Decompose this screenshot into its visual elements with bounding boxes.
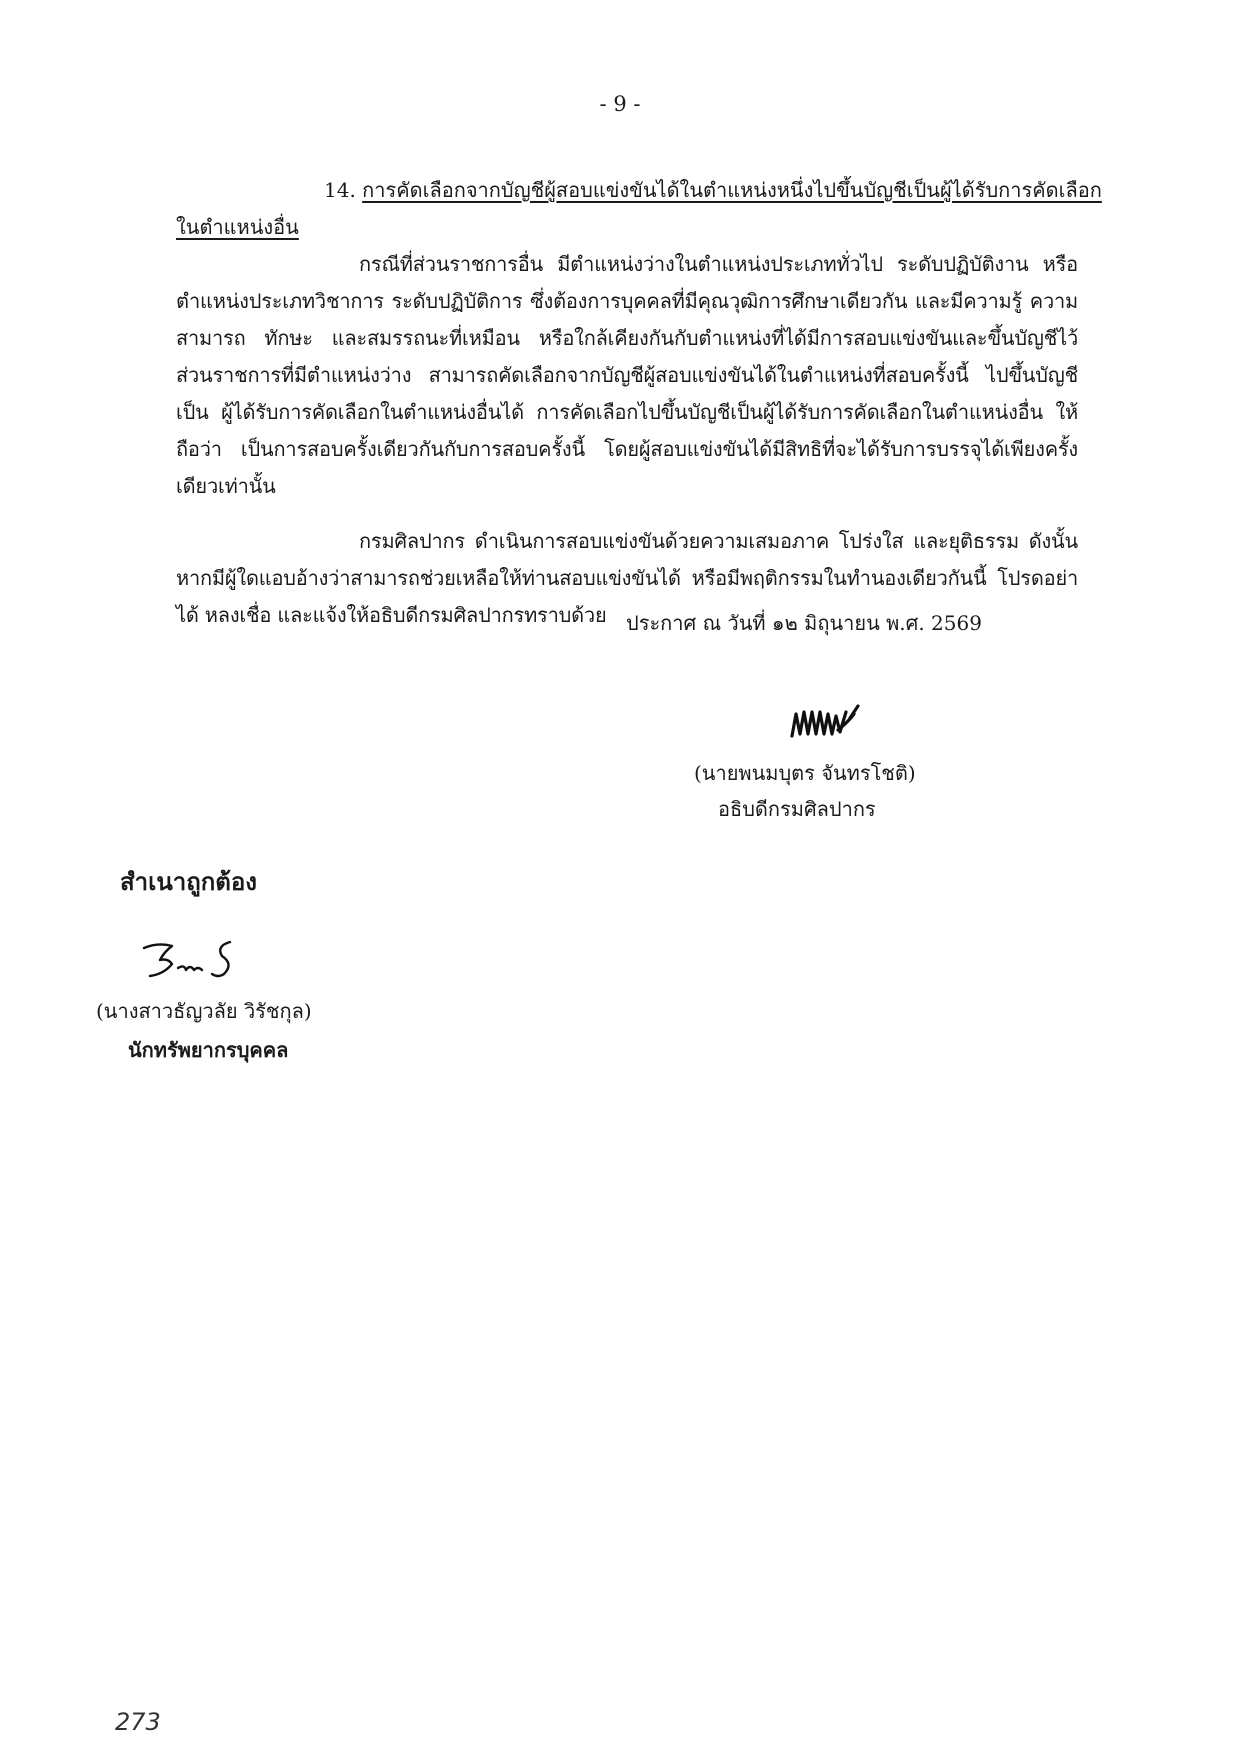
section-heading-continuation: ในตำแหน่งอื่น bbox=[176, 215, 299, 239]
certified-copy-label: สำเนาถูกต้อง bbox=[120, 867, 257, 896]
announcement-date: ประกาศ ณ วันที่ ๑๒ มิถุนายน พ.ศ. 2569 bbox=[626, 611, 982, 635]
section-number: 14. bbox=[324, 178, 356, 202]
certifier-title: นักทรัพยากรบุคคล bbox=[128, 1038, 289, 1062]
certifier-signature-icon bbox=[138, 938, 268, 988]
section-14 bbox=[176, 172, 1102, 634]
certifier-name: (นางสาวธัญวลัย วิรัชกุล) bbox=[96, 999, 312, 1023]
page-number: - 9 - bbox=[599, 92, 641, 116]
section-heading-line-2 bbox=[176, 209, 1078, 246]
paragraph-selection-rules: กรณีที่ส่วนราชการอื่น มีตำแหน่งว่างในตำแหน่งประเภททั่วไป ระดับปฏิบัติงาน หรือ ตำแหน่งประเภทวิชาการ ระดับปฏิบัติการ ซึ่งต้องการบุคคลที่มีคุณวุฒิการศึกษาเดียวกัน และมีความรู้ ความสามารถ ทักษะ และสมรรถนะที่เหมือน หรือใกล้เคียงกันกับตำแหน่งที่ได้มีการสอบแข่งขันและขึ้นบัญชีไว้ ส่วนราชการที่มีตำแหน่งว่าง สามารถคัดเลือกจากบัญชีผู้สอบแข่งขันได้ในตำแหน่งที่สอบครั้งนี้ ไปขึ้นบัญชีเป็น ผู้ได้รับการคัดเลือกในตำแหน่งอื่นได้ การคัดเลือกไปขึ้นบัญชีเป็นผู้ได้รับการคัดเลือกในตำแหน่งอื่น ให้ถือว่า เป็นการสอบครั้งเดียวกันกับการสอบครั้งนี้ โดยผู้สอบแข่งขันได้มีสิทธิที่จะได้รับการบรรจุได้เพียงครั้งเดียวเท่านั้น bbox=[176, 252, 1078, 498]
handwritten-page-reference: 273 bbox=[115, 1708, 161, 1736]
section-heading-line-1 bbox=[176, 172, 1102, 209]
paragraph-fairness-warning: กรมศิลปากร ดำเนินการสอบแข่งขันด้วยความเสมอภาค โปร่งใส และยุติธรรม ดังนั้น หากมีผู้ใดแอบอ้างว่าสามารถช่วยเหลือให้ท่านสอบแข่งขันได้ หรือมีพฤติกรรมในทำนองเดียวกันนี้ โปรดอย่าได้ หลงเชื่อ และแจ้งให้อธิบดีกรมศิลปากรทราบด้วย bbox=[176, 529, 1078, 627]
signer-name: (นายพนมบุตร จันทรโชติ) bbox=[694, 761, 916, 785]
director-signature-icon bbox=[788, 700, 868, 744]
section-heading-text: การคัดเลือกจากบัญชีผู้สอบแข่งขันได้ในตำแหน่งหนึ่งไปขึ้นบัญชีเป็นผู้ได้รับการคัดเลือก bbox=[362, 178, 1102, 202]
signer-title: อธิบดีกรมศิลปากร bbox=[718, 797, 876, 821]
